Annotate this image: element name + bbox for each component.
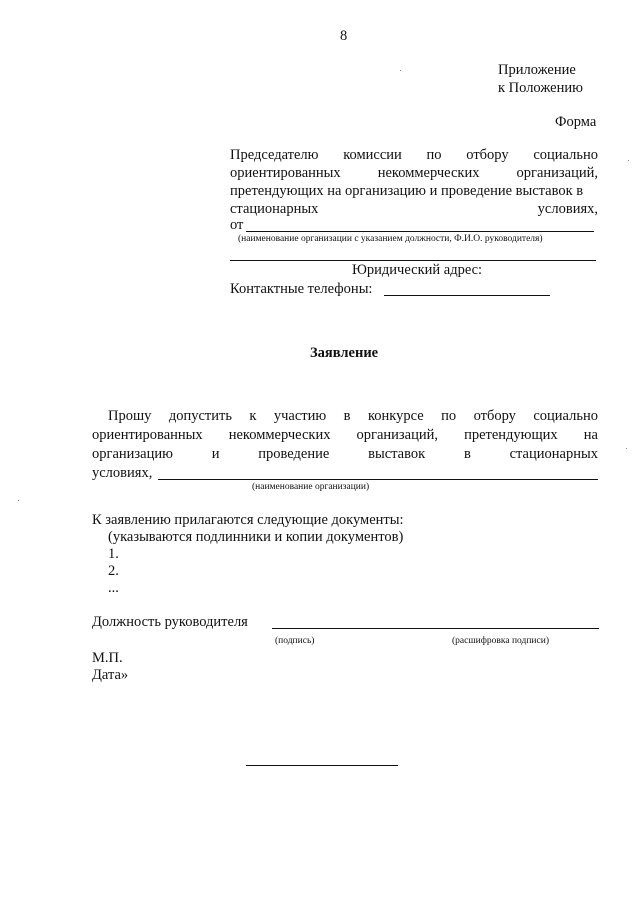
- from-label: от: [230, 217, 244, 233]
- scan-speck: [628, 160, 629, 161]
- organization-field-line: [230, 260, 596, 261]
- organization-name-line: [158, 479, 598, 480]
- addressee-line-2: [230, 165, 598, 182]
- addressee-word: условиях,: [537, 201, 598, 217]
- addressee-word: социально: [533, 147, 598, 163]
- signature-hint: (подпись): [275, 636, 315, 646]
- signature-decode-hint: (расшифровка подписи): [452, 636, 549, 646]
- addressee-word: Председателю: [230, 147, 319, 163]
- scan-speck: [400, 70, 401, 71]
- addressee-line-3: претендующих на организацию и проведение выставок в: [230, 183, 584, 199]
- attachments-note: (указываются подлинники и копии документов): [108, 529, 404, 545]
- addressee-word: ориентированных: [230, 165, 341, 181]
- scan-speck: [626, 448, 627, 449]
- body-word: и: [211, 446, 220, 462]
- body-line-3: [92, 446, 598, 463]
- body-word: социально: [533, 408, 598, 424]
- addressee-word: комиссии: [343, 147, 402, 163]
- position-label: Должность руководителя: [92, 614, 248, 630]
- attachments-heading: К заявлению прилагаются следующие документы:: [92, 512, 404, 528]
- document-title: Заявление: [310, 345, 379, 361]
- scan-speck: [18, 500, 19, 501]
- body-word: по: [441, 408, 457, 424]
- phones-field-line: [384, 295, 550, 296]
- form-label: Форма: [555, 114, 597, 130]
- body-word: некоммерческих: [228, 427, 331, 443]
- addressee-word: отбору: [466, 147, 509, 163]
- addressee-word: стационарных: [230, 201, 319, 217]
- body-word: к: [249, 408, 257, 424]
- addressee-line-1: [230, 147, 598, 164]
- body-word: стационарных: [509, 446, 598, 462]
- attachment-item: 1.: [108, 546, 119, 562]
- legal-address-label: Юридический адрес:: [352, 262, 483, 278]
- body-word: на: [583, 427, 598, 443]
- body-line-1: [108, 408, 598, 425]
- body-word: участию: [273, 408, 327, 424]
- from-field-hint: (наименование организации с указанием должности, Ф.И.О. руководителя): [238, 234, 543, 244]
- attachment-item: 2.: [108, 563, 119, 579]
- end-separator-line: [246, 765, 398, 766]
- body-word: ориентированных: [92, 427, 203, 443]
- appendix-title: Приложение: [498, 62, 576, 78]
- body-word: претендующих: [464, 427, 558, 443]
- body-word: допустить: [168, 408, 232, 424]
- body-word: в: [343, 408, 351, 424]
- body-word: организацию: [92, 446, 173, 462]
- addressee-word: организаций,: [516, 165, 598, 181]
- organization-name-hint: (наименование организации): [252, 482, 370, 492]
- signature-line: [272, 628, 599, 629]
- addressee-word: некоммерческих: [377, 165, 480, 181]
- body-word: выставок: [368, 446, 426, 462]
- body-line-4: условиях,: [92, 465, 153, 481]
- page-number: 8: [340, 28, 348, 44]
- from-field-line: [246, 231, 594, 232]
- stamp-label: М.П.: [92, 650, 123, 666]
- attachment-item: ...: [108, 580, 119, 596]
- body-word: Прошу: [108, 408, 152, 424]
- body-word: отбору: [473, 408, 516, 424]
- phones-label: Контактные телефоны:: [230, 281, 373, 297]
- addressee-line-4: [230, 201, 598, 218]
- body-line-2: [92, 427, 598, 444]
- date-label: Дата»: [92, 667, 129, 683]
- body-word: конкурсе: [367, 408, 424, 424]
- body-word: проведение: [258, 446, 330, 462]
- body-word: в: [463, 446, 471, 462]
- addressee-word: по: [426, 147, 442, 163]
- appendix-reference: к Положению: [498, 80, 583, 96]
- body-word: организаций,: [356, 427, 438, 443]
